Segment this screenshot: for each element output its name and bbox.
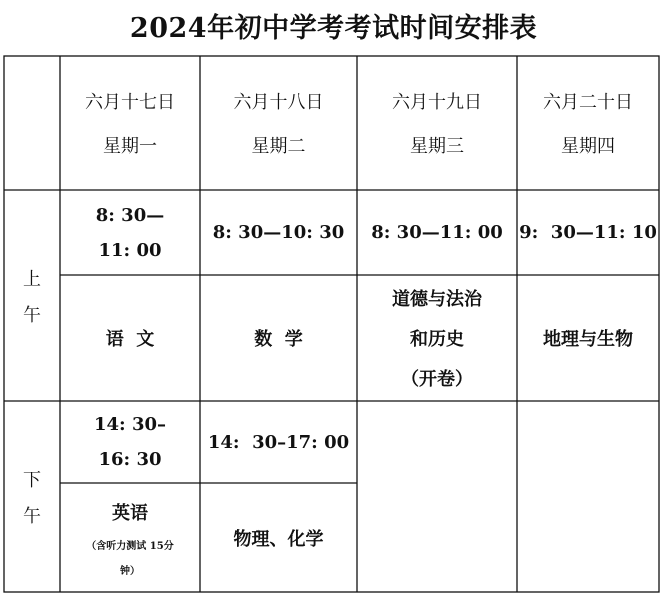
day-date: 六月十七日	[85, 92, 175, 113]
afternoon-time-day-1	[60, 401, 200, 483]
subject-text: 和历史	[410, 329, 464, 350]
afternoon-subject-day-2	[200, 483, 357, 592]
page-title: 2024年初中学考考试时间安排表	[129, 13, 538, 44]
header-empty-cell	[4, 56, 60, 190]
morning-time-day-2	[200, 190, 357, 275]
header-day-2	[200, 56, 357, 190]
period-label-char: 午	[23, 304, 41, 326]
time-text: 16: 30	[98, 449, 162, 470]
morning-subject-day-3	[357, 275, 517, 401]
time-text: 11: 00	[98, 239, 162, 261]
afternoon-subject-day-1	[60, 483, 200, 592]
day-weekday: 星期四	[561, 136, 615, 157]
time-text: 8: 30—	[95, 204, 165, 226]
period-label-char: 午	[23, 505, 41, 527]
morning-subject-day-2	[200, 275, 357, 401]
afternoon-empty-day-4	[517, 401, 659, 592]
period-label-char: 上	[23, 268, 41, 290]
time-text: 9: 30—11: 10	[519, 222, 657, 243]
period-morning-label	[4, 190, 60, 401]
morning-subject-day-4	[517, 275, 659, 401]
day-date: 六月二十日	[543, 92, 633, 113]
day-date: 六月十八日	[233, 92, 324, 113]
morning-time-day-3	[357, 190, 517, 275]
afternoon-empty-day-3	[357, 401, 517, 592]
afternoon-time-day-2	[200, 401, 357, 483]
subject-note: 钟）	[120, 565, 140, 577]
header-day-4	[517, 56, 659, 190]
time-text: 8: 30—10: 30	[212, 222, 345, 243]
day-weekday: 星期三	[410, 136, 464, 157]
morning-subject-day-1	[60, 275, 200, 401]
subject-text: 地理与生物	[543, 329, 633, 350]
period-afternoon-label	[4, 401, 60, 592]
day-weekday: 星期二	[251, 136, 306, 157]
time-text: 14: 30–	[93, 414, 166, 435]
subject-text: 道德与法治	[392, 289, 482, 310]
time-text: 8: 30—11: 00	[371, 222, 503, 243]
subject-text: 语 文	[105, 329, 155, 350]
morning-time-day-1	[60, 190, 200, 275]
period-label-char: 下	[23, 469, 41, 491]
subject-text: （开卷）	[401, 369, 473, 390]
day-weekday: 星期一	[103, 136, 157, 157]
subject-text: 英语	[112, 502, 148, 524]
subject-text: 数 学	[254, 329, 303, 350]
header-day-1	[60, 56, 200, 190]
subject-text: 物理、化学	[233, 528, 324, 550]
header-day-3	[357, 56, 517, 190]
day-date: 六月十九日	[392, 92, 482, 113]
time-text: 14: 30–17: 00	[207, 431, 350, 453]
subject-note: （含听力测试 15分	[86, 540, 174, 552]
morning-time-day-4	[517, 190, 659, 275]
